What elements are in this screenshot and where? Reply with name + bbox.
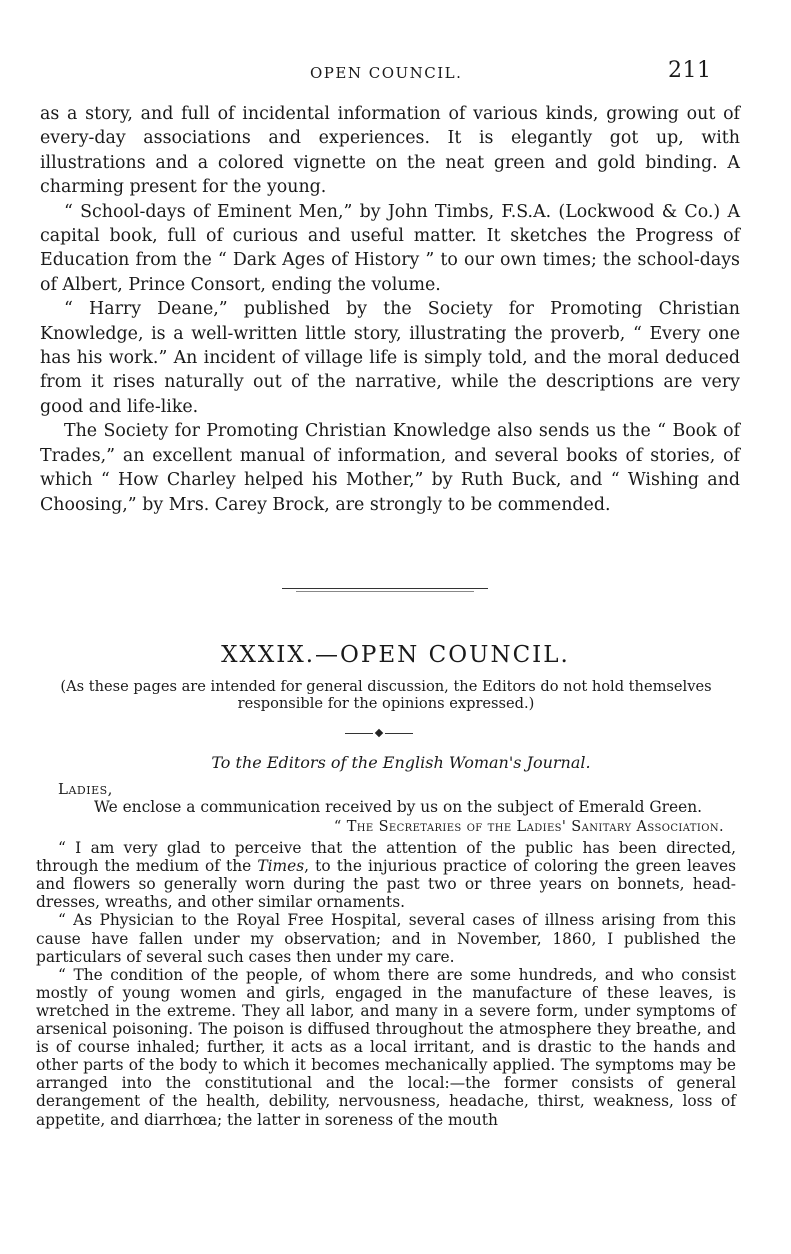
divider-rule-bottom (296, 591, 474, 592)
letter-intro: We enclose a communication received by us on the subject of Emerald Green. (94, 798, 703, 816)
running-title: OPEN COUNCIL. (310, 64, 463, 82)
letter-body (36, 798, 736, 1129)
letter-paragraph-1 (36, 839, 736, 911)
section-disclaimer: (As these pages are intended for general discussion, the Editors do not hold themselves responsible for the opinions expressed.) (60, 678, 712, 712)
times-reference: Times (257, 857, 305, 876)
letter-paragraph-1-end: , to the injurious practice of coloring the green leaves and flowers so generally worn during the past two or three years on bonnets, head-dresses, wreaths, and other similar ornaments. (36, 857, 736, 912)
ornament-line-right (385, 733, 413, 734)
letter-salutation: Ladies, (58, 780, 113, 798)
letter-signature: “ The Secretaries of the Ladies' Sanitary Association. (333, 819, 724, 836)
review-text (40, 102, 740, 517)
letter-paragraph-1-start: “ I am very glad to perceive that the attention of the public has been directed, through the medium of the (36, 839, 736, 876)
running-head (0, 58, 791, 88)
letter-address: To the Editors of the English Woman's Journal. (211, 753, 591, 772)
diamond-icon (375, 729, 383, 737)
section-divider (282, 588, 488, 592)
ornament-line-left (345, 733, 373, 734)
review-paragraph-harry-deane: “ Harry Deane,” published by the Society for Promoting Christian Knowledge, is a well-written little story, illustrating the proverb, “ Every one has his work.” An incident of village life is simply told, and the moral deduced from it rises naturally out of the narrative, while the descriptions are very good and life-like. (40, 299, 740, 417)
letter-paragraph-3: “ The condition of the people, of whom there are some hundreds, and who consist mostly of young women and girls, engaged in the manufacture of these leaves, is wretched in the extreme. They all labor, and many in a severe form, under symptoms of arsenical poisoning. The poison is diffused throughout the atmosphere they breathe, and is of course inhaled; further, it acts as a local irritant, and is drastic to the hands and other parts of the body to which it becomes mechanically applied. The symptoms may be arranged into the constitutional and the local:—the former consists of general derangement of the health, debility, nervousness, headache, thirst, weakness, loss of appetite, and diarrhœa; the latter in soreness of the mouth (36, 965, 736, 1129)
letter-paragraph-2: “ As Physician to the Royal Free Hospital, several cases of illness arising from this cause have fallen under my observation; and in November, 1860, I published the particulars of several such cases then under my care. (36, 911, 736, 966)
section-heading: XXXIX.—OPEN COUNCIL. (221, 642, 570, 668)
divider-rule-top (282, 588, 488, 589)
review-paragraph-continued: as a story, and full of incidental information of various kinds, growing out of every-day associations and experiences. It is elegantly got up, with illustrations and a colored vignette on the neat green and gold binding. A charming present for the young. (40, 104, 740, 198)
ornament-divider (345, 730, 413, 738)
review-paragraph-book-of-trades: The Society for Promoting Christian Knowledge also sends us the “ Book of Trades,” an excellent manual of information, and several books of stories, of which “ How Charley helped his Mother,” by Ruth Buck, and “ Wishing and Choosing,” by Mrs. Carey Brock, are strongly to be commended. (40, 421, 740, 515)
page-number: 211 (668, 58, 712, 83)
letter-block (36, 752, 736, 1129)
review-paragraph-school-days: “ School-days of Eminent Men,” by John Timbs, F.S.A. (Lockwood & Co.) A capital book, full of curious and useful matter. It sketches the Progress of Education from the “ Dark Ages of History ” to our own times; the school-days of Albert, Prince Consort, ending the volume. (40, 201, 740, 295)
